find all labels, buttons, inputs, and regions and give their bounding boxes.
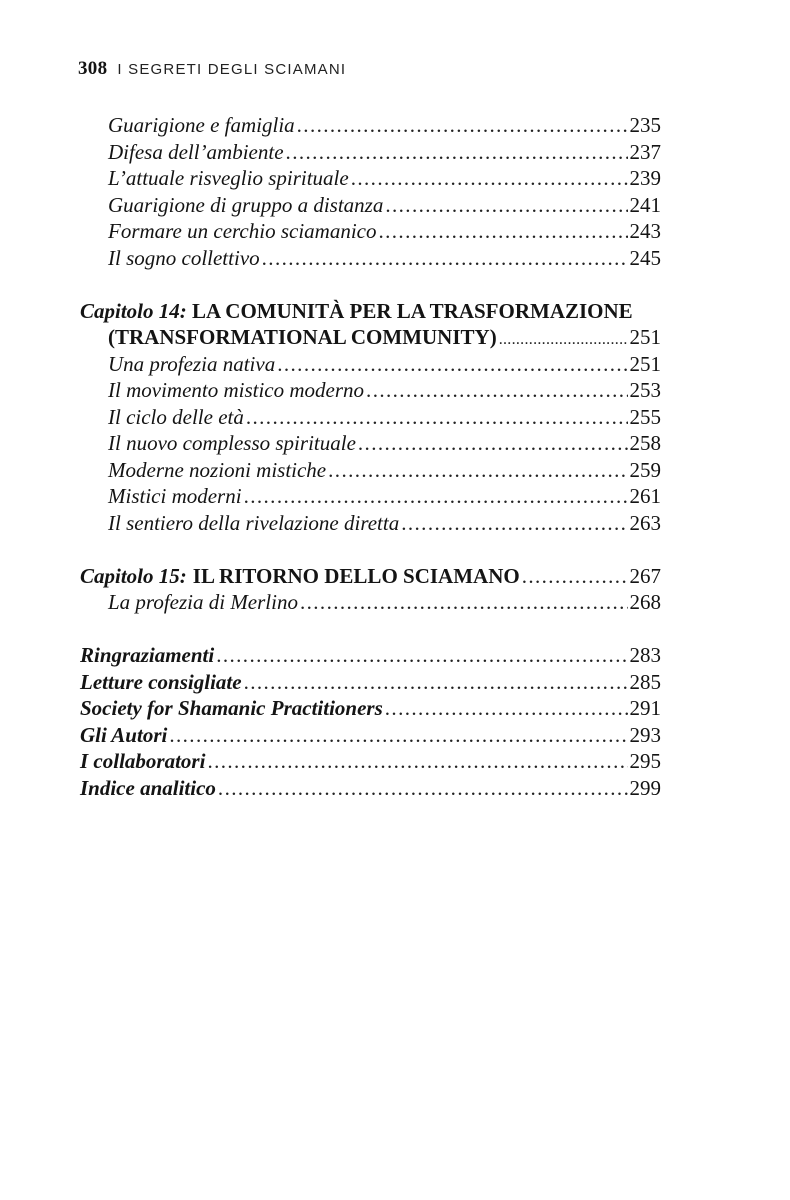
chapter-prefix: Capitolo 15: (80, 563, 187, 588)
toc-entry-page: 239 (629, 166, 661, 190)
toc-entry-title: I collaboratori (80, 749, 206, 773)
toc-entry-title: Guarigione di gruppo a distanza (108, 192, 384, 217)
toc-entry-page: 241 (629, 192, 661, 217)
toc-entry-page: 295 (629, 749, 661, 773)
toc-entry-backmatter (80, 642, 661, 669)
toc-entry (108, 165, 661, 192)
toc-entry-backmatter (80, 722, 661, 749)
toc-entry-title: Il movimento mistico moderno (108, 378, 365, 402)
chapter-15-heading (80, 563, 661, 590)
toc-entry-title: Ringraziamenti (80, 643, 215, 667)
dot-leader (246, 404, 628, 431)
toc-entry-page: 259 (629, 457, 661, 482)
toc-entry (108, 218, 661, 245)
toc-entry (108, 351, 661, 378)
section-gap (0, 536, 790, 563)
toc-entry (108, 457, 661, 484)
table-of-contents (0, 112, 790, 801)
toc-entry-backmatter (80, 775, 661, 802)
toc-entry-page: 268 (629, 590, 661, 614)
dot-leader (351, 165, 628, 192)
toc-entry-title: Formare un cerchio sciamanico (108, 219, 377, 243)
toc-entry-page: 237 (629, 139, 661, 164)
dot-leader (262, 245, 628, 272)
toc-entry-title: Il sogno collettivo (108, 245, 260, 270)
toc-entry-page: 299 (629, 775, 661, 800)
dot-leader (378, 218, 627, 245)
toc-entry-title: Una profezia nativa (108, 351, 276, 376)
toc-entry-title: Indice analitico (80, 775, 216, 800)
dot-leader (244, 669, 628, 696)
dot-leader (328, 457, 627, 484)
dot-leader (169, 722, 627, 749)
toc-entry-page: 261 (629, 484, 661, 508)
toc-entry-title: Difesa dell’ambiente (108, 139, 284, 164)
toc-entry-title: Mistici moderni (108, 484, 242, 508)
toc-entry (108, 377, 661, 404)
toc-entry-page: 293 (629, 722, 661, 747)
toc-entry-page: 255 (629, 404, 661, 429)
toc-entry (108, 589, 661, 616)
chapter-title-line1: LA COMUNITÀ PER LA TRASFORMAZIONE (192, 298, 633, 323)
dot-leader (366, 377, 627, 404)
dot-leader (401, 510, 627, 537)
toc-entry (108, 483, 661, 510)
dot-leader (207, 748, 627, 775)
toc-entry-page: 283 (629, 643, 661, 667)
dot-leader (286, 139, 628, 166)
chapter-14-page: 251 (629, 325, 661, 349)
dot-leader (358, 430, 628, 457)
toc-entry-title: Letture consigliate (80, 669, 242, 694)
toc-entry-title: Il nuovo complesso spirituale (108, 431, 356, 455)
toc-entry-backmatter (80, 695, 661, 722)
dot-leader (277, 351, 627, 378)
toc-entry-page: 291 (629, 696, 661, 720)
toc-entry-backmatter (80, 748, 661, 775)
chapter-title-line2: (TRANSFORMATIONAL COMMUNITY) (108, 325, 497, 349)
toc-entry (108, 430, 661, 457)
chapter-prefix: Capitolo 14: (80, 298, 187, 323)
toc-entry-page: 285 (629, 669, 661, 694)
dot-leader (300, 589, 628, 616)
toc-entry-title: Il sentiero della rivelazione diretta (108, 510, 400, 535)
dot-leader (218, 775, 628, 802)
dot-leader (522, 563, 628, 590)
book-title: I SEGRETI DEGLI SCIAMANI (117, 61, 347, 78)
section-gap (0, 271, 790, 298)
chapter-15-page: 267 (629, 563, 661, 588)
toc-entry-title: L’attuale risveglio spirituale (108, 166, 349, 190)
toc-entry (108, 245, 661, 272)
toc-entry-title: Society for Shamanic Practitioners (80, 696, 383, 720)
toc-entry (108, 404, 661, 431)
toc-entry (108, 139, 661, 166)
toc-entry-backmatter (80, 669, 661, 696)
toc-entry-page: 243 (629, 219, 661, 243)
toc-entry-title: La profezia di Merlino (108, 590, 298, 614)
chapter-14-heading-line2 (108, 324, 661, 351)
chapter-14-heading (80, 298, 680, 325)
toc-entry-title: Guarigione e famiglia (108, 113, 295, 137)
toc-entry (108, 192, 661, 219)
dot-leader (244, 483, 628, 510)
toc-entry-title: Moderne nozioni mistiche (108, 457, 327, 482)
toc-entry-title: Gli Autori (80, 722, 168, 747)
toc-entry-page: 253 (629, 378, 661, 402)
toc-entry (108, 112, 661, 139)
toc-entry-page: 235 (629, 113, 661, 137)
section-gap (0, 616, 790, 643)
toc-entry-page: 263 (629, 510, 661, 535)
toc-entry-title: Il ciclo delle età (108, 404, 244, 429)
dot-leader (216, 642, 627, 669)
toc-entry (108, 510, 661, 537)
toc-entry-page: 251 (629, 351, 661, 376)
page-number: 308 (78, 58, 108, 79)
dot-leader (385, 192, 627, 219)
dot-leader (385, 695, 628, 722)
dot-leader (297, 112, 628, 139)
chapter-title: IL RITORNO DELLO SCIAMANO (192, 563, 520, 588)
toc-entry-page: 245 (629, 245, 661, 270)
running-head (78, 58, 346, 88)
toc-entry-page: 258 (629, 431, 661, 455)
